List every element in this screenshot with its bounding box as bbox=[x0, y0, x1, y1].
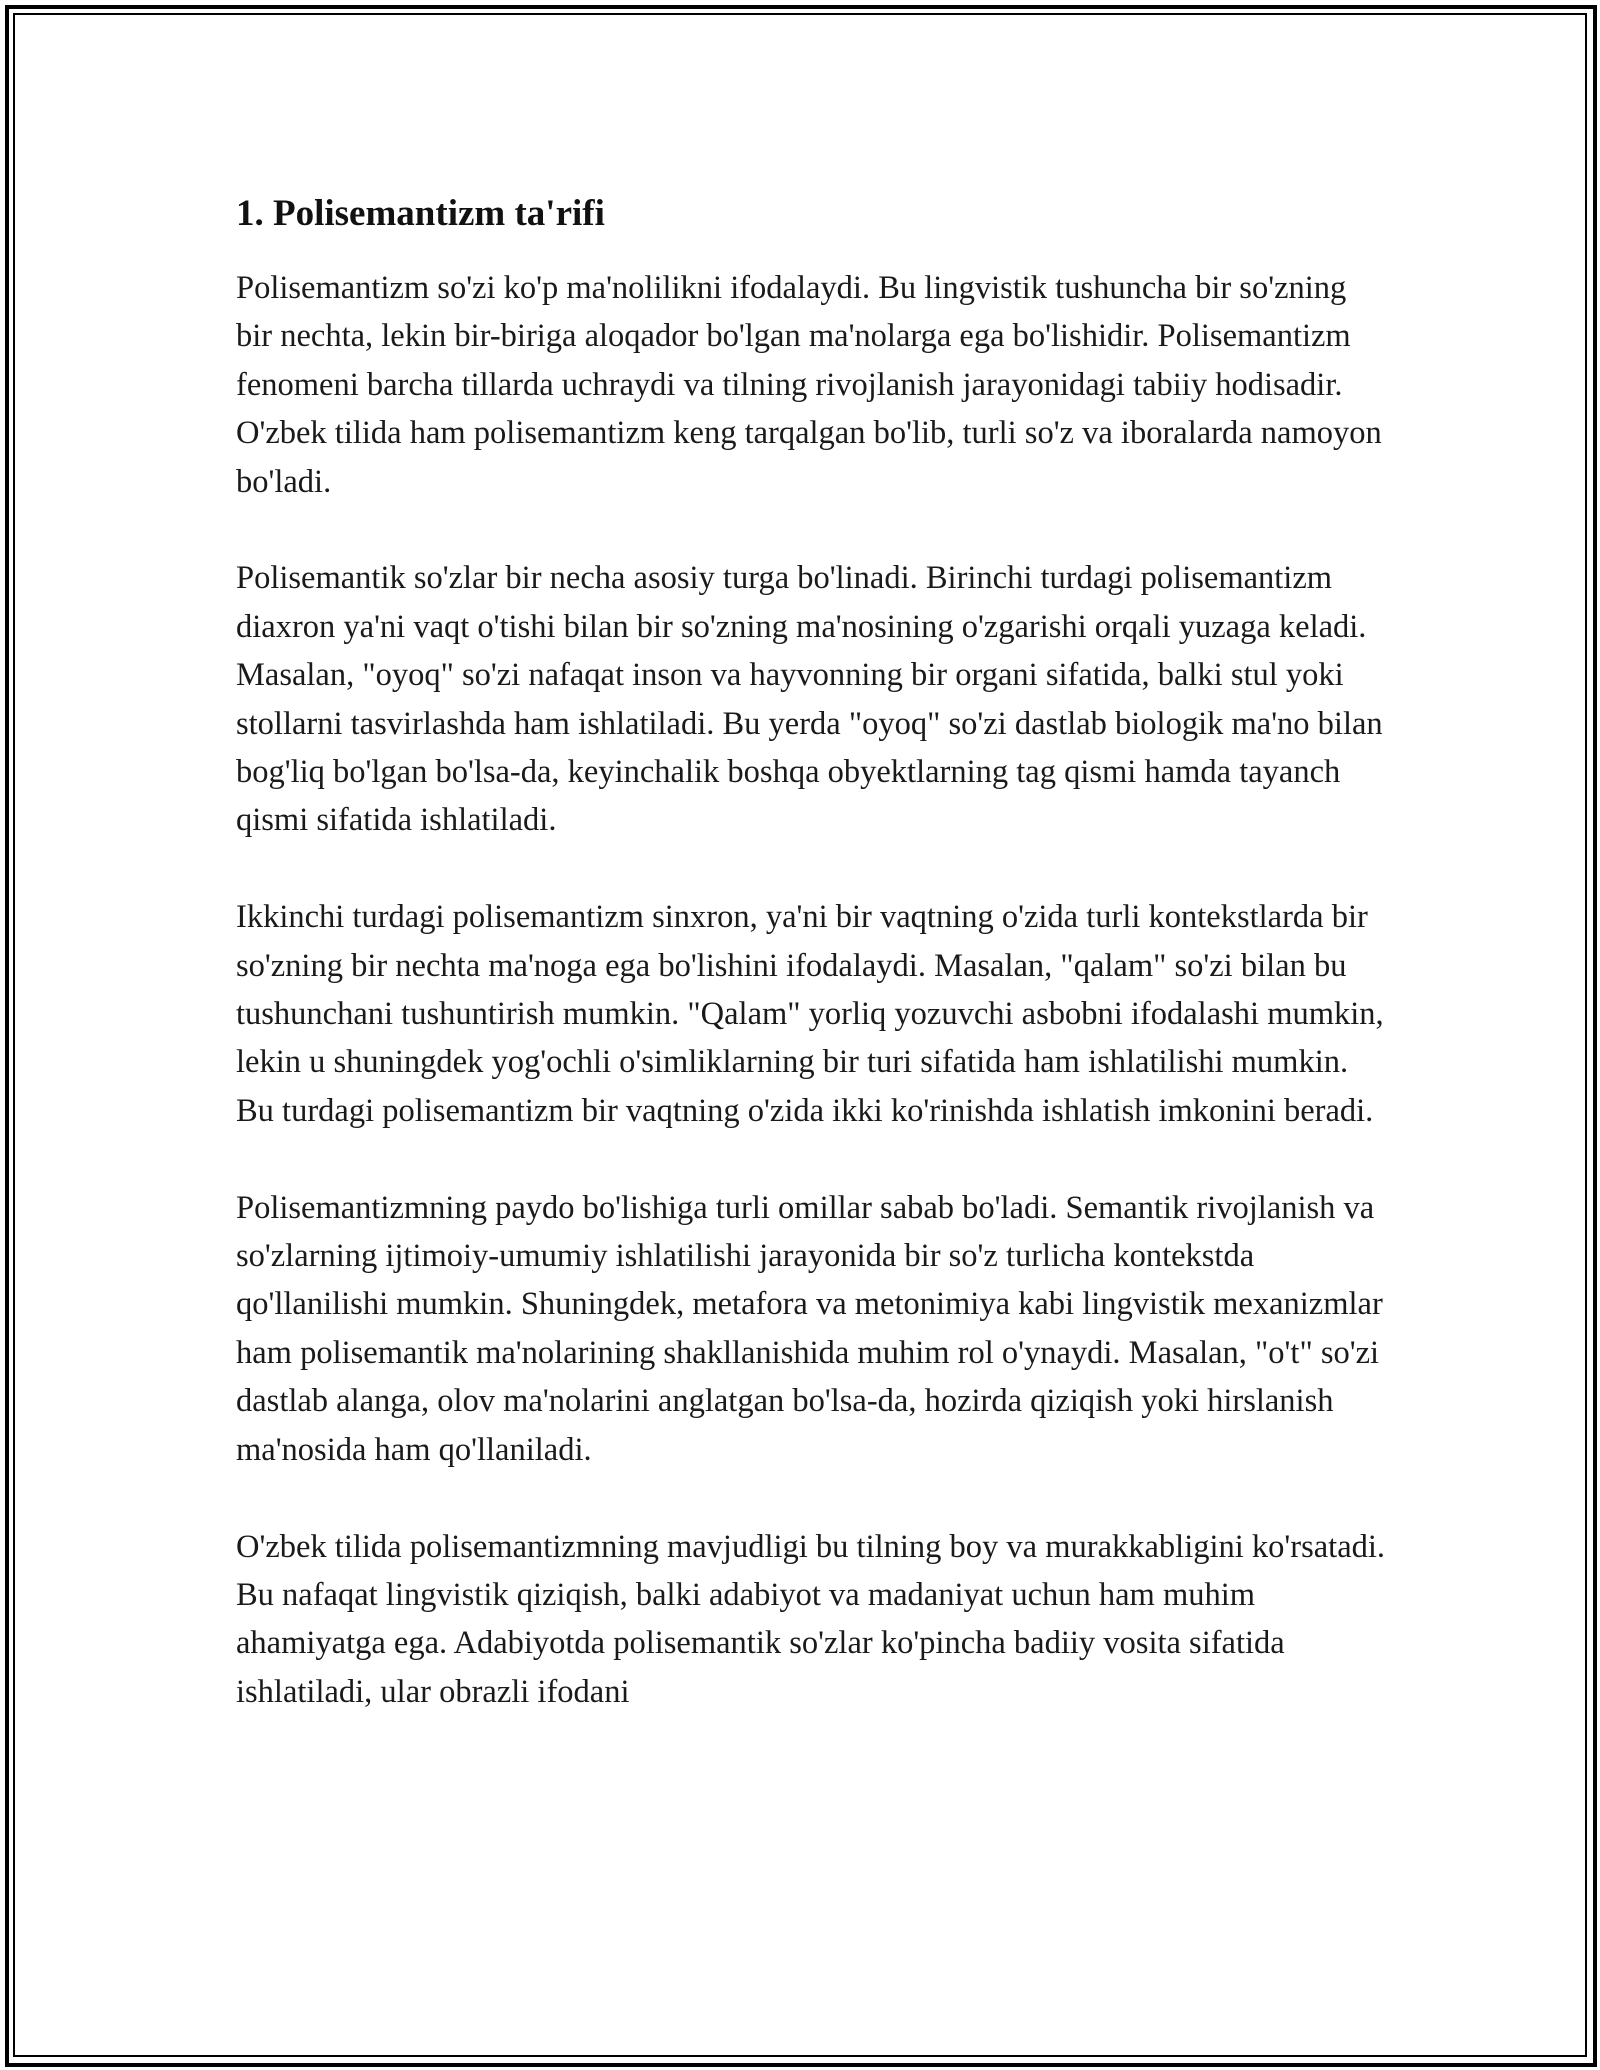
paragraph-5: O'zbek tilida polisemantizmning mavjudligi bu tilning boy va murakkabligini ko'rsatadi. Bu nafaqat lingvistik qiziqish, balki adabiyot va madaniyat uchun ham muhim ahamiyatga ega. Adabiyotda polisemantik so'zlar ko'pincha badiiy vosita sifatida ishlatiladi, ular obrazli ifodani bbox=[236, 1528, 1386, 1710]
paragraph-3: Ikkinchi turdagi polisemantizm sinxron, ya'ni bir vaqtning o'zida turli kontekstlarda bir so'zning bir nechta ma'noga ega bo'lishini ifodalaydi. Masalan, "qalam" so'zi bilan bu tushunchani tushuntirish mumkin. "Qalam" yorliq yozuvchi asbobni ifodalashi mumkin, lekin u shuningdek yog'ochli o'simliklarning bir turi sifatida ham ishlatilishi mumkin. Bu turdagi polisemantizm bir vaqtning o'zida ikki ko'rinishda ishlatish imkonini beradi. bbox=[236, 899, 1384, 1129]
section-heading: 1. Polisemantizm ta'rifi bbox=[236, 193, 605, 234]
paragraph-1: Polisemantizm so'zi ko'p ma'nolilikni ifodalaydi. Bu lingvistik tushuncha bir so'zning bir nechta, lekin bir-biriga aloqador bo'lgan ma'nolarga ega bo'lishidir. Polisemantizm fenomeni barcha tillarda uchraydi va tilning rivojlanish jarayonidagi tabiiy hodisadir. O'zbek tilida ham polisemantizm keng tarqalgan bo'lib, turli so'z va iboralarda namoyon bo'ladi. bbox=[236, 270, 1382, 500]
document-body bbox=[236, 186, 1386, 1716]
paragraph-4: Polisemantizmning paydo bo'lishiga turli omillar sabab bo'ladi. Semantik rivojlanish va so'zlarning ijtimoiy-umumiy ishlatilishi jarayonida bir so'z turlicha kontekstda qo'llanilishi mumkin. Shuningdek, metafora va metonimiya kabi lingvistik mexanizmlar ham polisemantik ma'nolarining shakllanishida muhim rol o'ynaydi. Masalan, "o't" so'zi dastlab alanga, olov ma'nolarini anglatgan bo'lsa-da, hozirda qiziqish yoki hirslanish ma'nosida ham qo'llaniladi. bbox=[236, 1189, 1383, 1468]
paragraph-2: Polisemantik so'zlar bir necha asosiy turga bo'linadi. Birinchi turdagi polisemantizm diaxron ya'ni vaqt o'tishi bilan bir so'zning ma'nosining o'zgarishi orqali yuzaga keladi. Masalan, "oyoq" so'zi nafaqat inson va hayvonning bir organi sifatida, balki stul yoki stollarni tasvirlashda ham ishlatiladi. Bu yerda "oyoq" so'zi dastlab biologik ma'no bilan bog'liq bo'lgan bo'lsa-da, keyinchalik boshqa obyektlarning tag qismi hamda tayanch qismi sifatida ishlatiladi. bbox=[236, 560, 1383, 839]
